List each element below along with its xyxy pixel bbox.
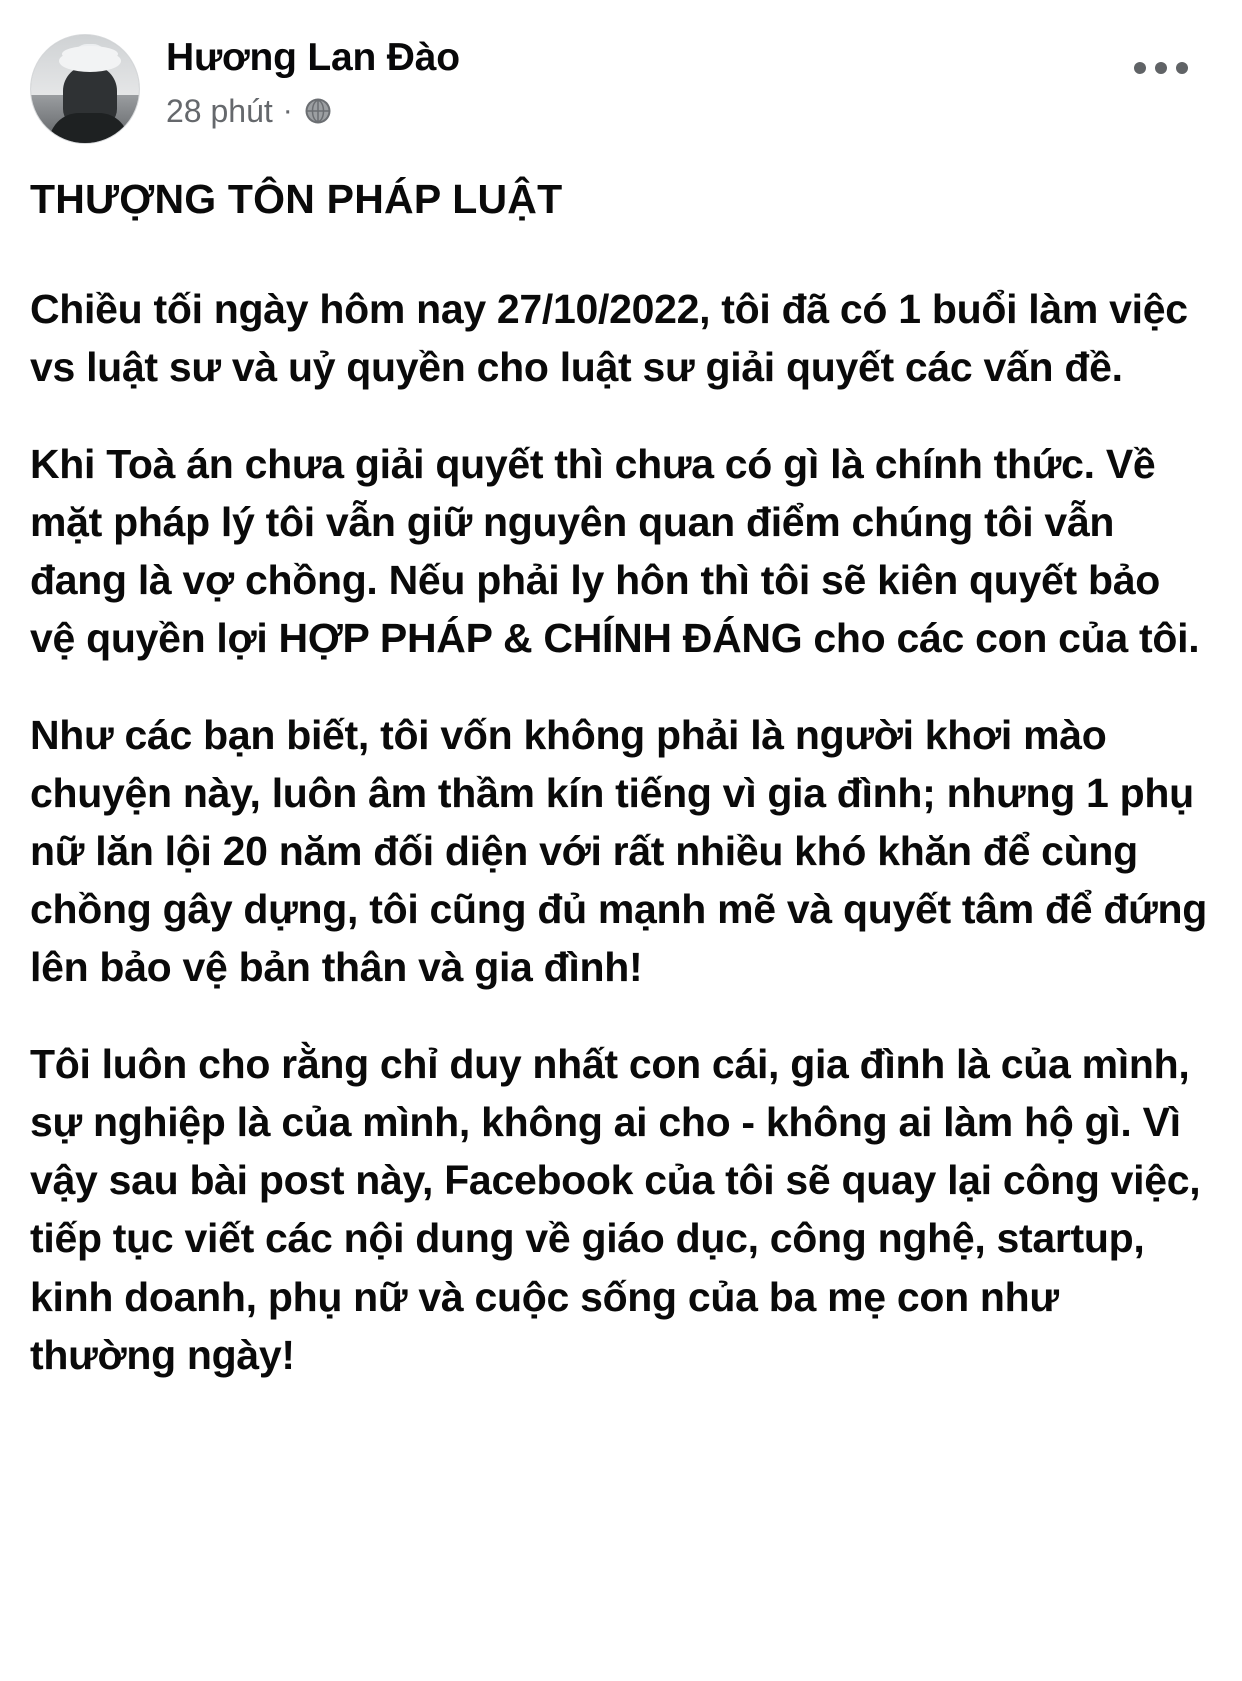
dot (1176, 62, 1188, 74)
globe-icon[interactable] (303, 96, 333, 126)
post-paragraph-title: THƯỢNG TÔN PHÁP LUẬT (30, 176, 563, 222)
avatar[interactable] (30, 34, 140, 144)
more-options-icon[interactable] (1124, 52, 1198, 84)
post-paragraph: Như các bạn biết, tôi vốn không phải là người khơi mào chuyện này, luôn âm thầm kín tiếng vì gia đình; nhưng 1 phụ nữ lăn lội 20 năm đối diện với rất nhiều khó khăn để cùng chồng gây dựng, tôi cũng đủ mạnh mẽ và quyết tâm để đứng lên bảo vệ bản thân và gia đình! (30, 711, 1207, 991)
post-timestamp[interactable]: 28 phút (166, 92, 273, 129)
post-header (30, 28, 1212, 148)
post-paragraph: Chiều tối ngày hôm nay 27/10/2022, tôi đã có 1 buổi làm việc vs luật sư và uỷ quyền cho luật sư giải quyết các vấn đề. (30, 286, 1188, 391)
post-header-text (166, 28, 460, 130)
post-meta (166, 93, 460, 130)
dot (1134, 62, 1146, 74)
post-text (30, 170, 1212, 1384)
avatar-hat-brim (59, 50, 121, 72)
dot (1155, 62, 1167, 74)
author-name[interactable]: Hương Lan Đào (166, 36, 460, 79)
meta-separator: · (282, 94, 293, 128)
post-paragraph: Tôi luôn cho rằng chỉ duy nhất con cái, gia đình là của mình, sự nghiệp là của mình, không ai cho - không ai làm hộ gì. Vì vậy sau bài post này, Facebook của tôi sẽ quay lại công việc, tiếp tục viết các nội dung về giáo dục, công nghệ, startup, kinh doanh, phụ nữ và cuộc sống của ba mẹ con như thường ngày! (30, 1040, 1201, 1378)
post-paragraph: Khi Toà án chưa giải quyết thì chưa có gì là chính thức. Về mặt pháp lý tôi vẫn giữ nguyên quan điểm chúng tôi vẫn đang là vợ chồng. Nếu phải ly hôn thì tôi sẽ kiên quyết bảo vệ quyền lợi HỢP PHÁP & CHÍNH ĐÁNG cho các con của tôi. (30, 440, 1200, 662)
